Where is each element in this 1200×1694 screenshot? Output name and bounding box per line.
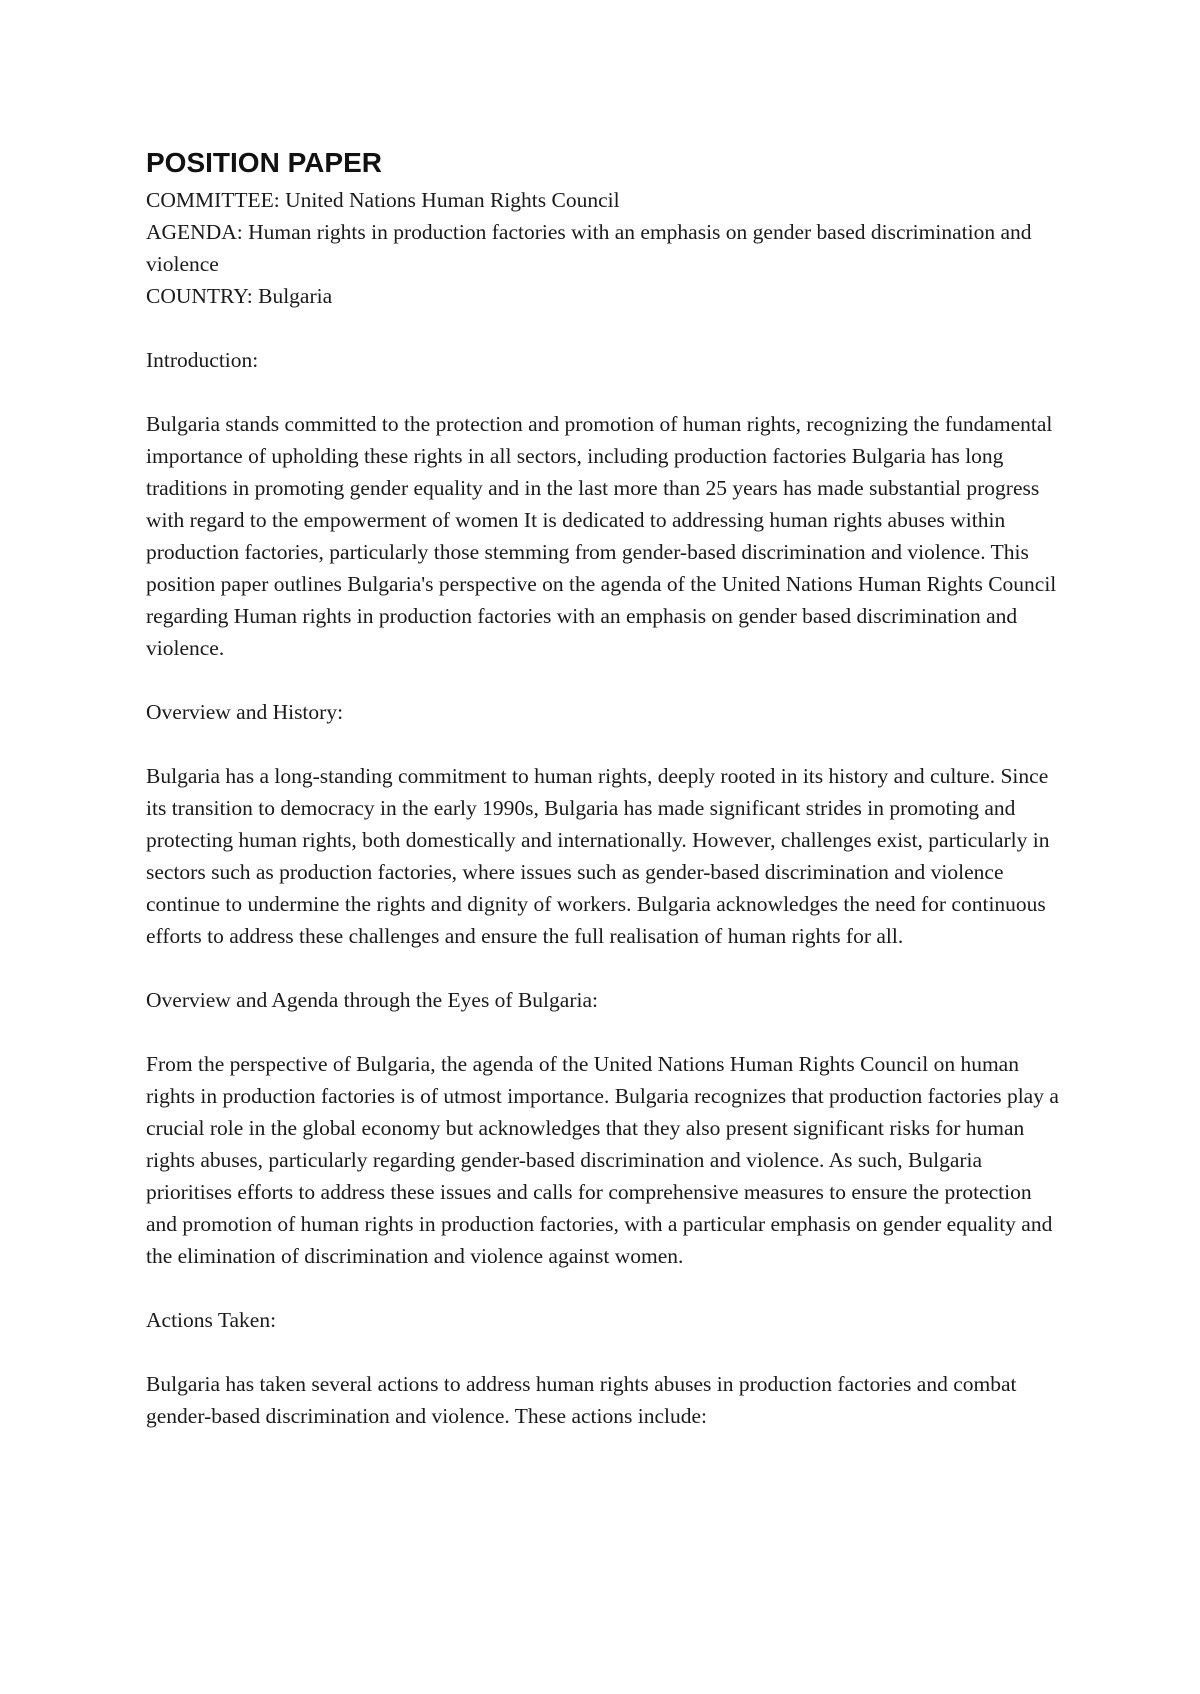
document-title: POSITION PAPER (146, 147, 382, 178)
section-heading-introduction: Introduction: (146, 348, 259, 372)
paragraph-overview-agenda: From the perspective of Bulgaria, the agenda of the United Nations Human Rights Council on human rights in production factories is of utmost importance. Bulgaria recognizes that production factories play a crucial role in the global economy but acknowledges that they also present significant risks for human rights abuses, particularly regarding gender-based discrimination and violence. As such, Bulgaria prioritises efforts to address these issues and calls for comprehensive measures to ensure the protection and promotion of human rights in production factories, with a particular emphasis on gender equality and the elimination of discrimination and violence against women. (146, 1052, 1059, 1268)
committee-line: COMMITTEE: United Nations Human Rights Council (146, 188, 620, 212)
section-heading-actions-taken: Actions Taken: (146, 1308, 277, 1332)
agenda-line: AGENDA: Human rights in production factories with an emphasis on gender based discrimination and violence (146, 220, 1032, 276)
section-heading-overview-agenda: Overview and Agenda through the Eyes of Bulgaria: (146, 988, 598, 1012)
section-heading-overview-history: Overview and History: (146, 700, 344, 724)
paragraph-overview-history: Bulgaria has a long-standing commitment to human rights, deeply rooted in its history and culture. Since its transition to democracy in the early 1990s, Bulgaria has made significant strides in promoting and protecting human rights, both domestically and internationally. However, challenges exist, particularly in sectors such as production factories, where issues such as gender-based discrimination and violence continue to undermine the rights and dignity of workers. Bulgaria acknowledges the need for continuous efforts to address these challenges and ensure the full realisation of human rights for all. (146, 764, 1050, 948)
paragraph-introduction: Bulgaria stands committed to the protection and promotion of human rights, recognizing the fundamental importance of upholding these rights in all sectors, including production factories Bulgaria has long traditions in promoting gender equality and in the last more than 25 years has made substantial progress with regard to the empowerment of women It is dedicated to addressing human rights abuses within production factories, particularly those stemming from gender-based discrimination and violence. This position paper outlines Bulgaria's perspective on the agenda of the United Nations Human Rights Council regarding Human rights in production factories with an emphasis on gender based discrimination and violence. (146, 412, 1057, 660)
country-line: COUNTRY: Bulgaria (146, 284, 333, 308)
document-content (146, 146, 1064, 1432)
paragraph-actions-taken: Bulgaria has taken several actions to address human rights abuses in production factories and combat gender-based discrimination and violence. These actions include: (146, 1372, 1017, 1428)
